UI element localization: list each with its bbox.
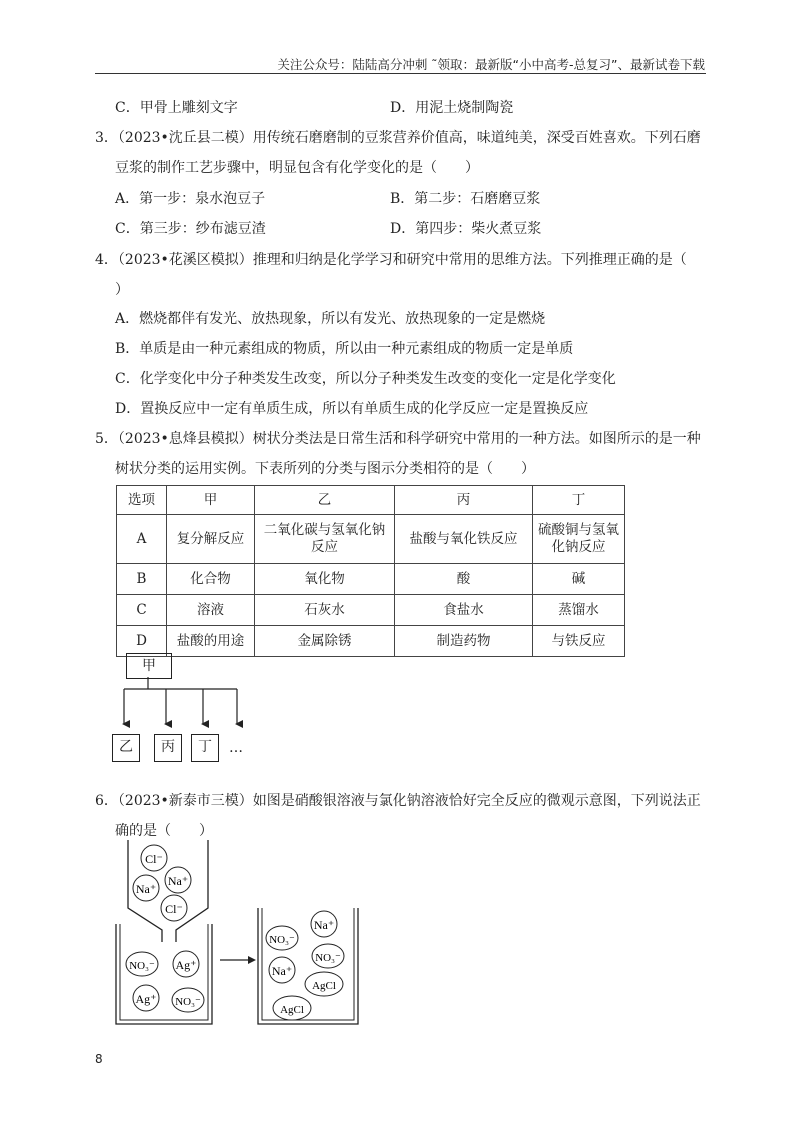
q3-stem-line2: 豆浆的制作工艺步骤中，明显包含有化学变化的是（ ） <box>115 160 479 176</box>
table-cell: 氧化物 <box>255 564 395 595</box>
ion-label: Na⁺ <box>271 964 293 978</box>
table-cell: 盐酸与氧化铁反应 <box>395 515 533 564</box>
table-cell: B <box>117 564 167 595</box>
ion-circle <box>273 996 311 1020</box>
tree-connectors <box>110 676 260 732</box>
q3-option-b: B．第二步：石磨磨豆浆 <box>390 191 541 207</box>
tree-child-box: 丁 <box>191 734 219 762</box>
ion-label: Cl⁻ <box>165 902 183 916</box>
reaction-diagram <box>110 838 370 1030</box>
page-number: 8 <box>95 1052 103 1066</box>
table-header-row <box>117 486 625 515</box>
ion-label: Cl⁻ <box>145 852 163 866</box>
ion-label: NO₃⁻ <box>129 960 155 972</box>
ion-label: AgCl <box>312 980 336 992</box>
table-cell: 蒸馏水 <box>533 595 625 626</box>
table-cell: 与铁反应 <box>533 626 625 657</box>
table-cell: 化合物 <box>167 564 255 595</box>
ion-circle <box>141 845 167 871</box>
table-cell: 石灰水 <box>255 595 395 626</box>
ion-label: Na⁺ <box>313 918 335 932</box>
q5-stem-line2: 树状分类的运用实例。下表所列的分类与图示分类相符的是（ ） <box>115 461 535 477</box>
ion-label: Na⁺ <box>135 882 157 896</box>
tree-child-box: 乙 <box>112 734 140 762</box>
q4-option-b: B．单质是由一种元素组成的物质，所以由一种元素组成的物质一定是单质 <box>115 341 574 357</box>
table-cell: 金属除锈 <box>255 626 395 657</box>
ion-circle <box>311 911 337 937</box>
table-header-cell: 丙 <box>395 486 533 515</box>
table-cell: 溶液 <box>167 595 255 626</box>
table-cell: C <box>117 595 167 626</box>
q6-stem-line2: 确的是（ ） <box>115 823 213 839</box>
table-cell: 二氧化碳与氢氧化钠反应 <box>255 515 395 564</box>
q4-option-d: D．置换反应中一定有单质生成，所以有单质生成的化学反应一定是置换反应 <box>115 401 589 417</box>
ion-label: Ag⁺ <box>175 958 197 972</box>
table-cell: 盐酸的用途 <box>167 626 255 657</box>
table-cell: 复分解反应 <box>167 515 255 564</box>
tree-root-box: 甲 <box>126 653 172 679</box>
q4-option-c: C．化学变化中分子种类发生改变，所以分子种类发生改变的变化一定是化学变化 <box>115 371 616 387</box>
page-header: 关注公众号：陆陆高分冲刺 ˜领取：最新版“小中高考-总复习”、最新试卷下载 <box>277 57 705 72</box>
table-row <box>117 595 625 626</box>
ion-label: AgCl <box>280 1004 304 1016</box>
tree-child-box: 丙 <box>154 734 182 762</box>
table-row <box>117 515 625 564</box>
header-divider <box>95 73 706 74</box>
q2-option-c: C．甲骨上雕刻文字 <box>115 100 238 116</box>
ion-circle <box>133 875 159 901</box>
q4-stem-line1: 4．（2023•花溪区模拟）推理和归纳是化学学习和研究中常用的思维方法。下列推理正确的是（ <box>95 252 687 268</box>
q6-stem-line1: 6．（2023•新泰市三模）如图是硝酸银溶液与氯化钠溶液恰好完全反应的微观示意图，下列说法正 <box>95 793 701 809</box>
ion-label: NO₃⁻ <box>315 952 341 964</box>
ion-circle <box>173 951 199 977</box>
q2-option-d: D．用泥土烧制陶瓷 <box>390 100 514 116</box>
ion-label: NO₃⁻ <box>175 996 201 1008</box>
table-cell: 酸 <box>395 564 533 595</box>
table-cell: 碱 <box>533 564 625 595</box>
table-cell: A <box>117 515 167 564</box>
ion-circle <box>172 988 204 1012</box>
table-row <box>117 626 625 657</box>
q4-option-a: A．燃烧都伴有发光、放热现象，所以有发光、放热现象的一定是燃烧 <box>115 311 546 327</box>
ion-circle <box>266 926 298 950</box>
table-cell: D <box>117 626 167 657</box>
ion-circle <box>165 867 191 893</box>
ion-circle <box>312 944 344 968</box>
ion-circle <box>133 985 159 1011</box>
ion-circle <box>161 895 187 921</box>
ion-circle <box>269 957 295 983</box>
q5-stem-line1: 5．（2023•息烽县模拟）树状分类法是日常生活和科学研究中常用的一种方法。如图所示的是一种 <box>95 431 701 447</box>
table-cell: 食盐水 <box>395 595 533 626</box>
table-cell: 制造药物 <box>395 626 533 657</box>
q3-option-d: D．第四步：柴火煮豆浆 <box>390 221 542 237</box>
ion-circle <box>305 972 343 996</box>
q3-option-c: C．第三步：纱布滤豆渣 <box>115 221 266 237</box>
ion-label: Ag⁺ <box>135 992 157 1006</box>
q3-option-a: A．第一步：泉水泡豆子 <box>115 191 266 207</box>
ion-circle <box>126 952 158 976</box>
q5-options-table <box>116 485 625 657</box>
ion-label: Na⁺ <box>167 874 189 888</box>
table-header-cell: 选项 <box>117 486 167 515</box>
table-header-cell: 甲 <box>167 486 255 515</box>
q3-stem-line1: 3．（2023•沈丘县二模）用传统石磨磨制的豆浆营养价值高，味道纯美，深受百姓喜欢。下列石磨 <box>95 130 701 146</box>
table-header-cell: 丁 <box>533 486 625 515</box>
ion-label: NO₃⁻ <box>269 934 295 946</box>
tree-more: … <box>229 740 243 756</box>
table-header-cell: 乙 <box>255 486 395 515</box>
table-row <box>117 564 625 595</box>
table-cell: 硫酸铜与氢氧化钠反应 <box>533 515 625 564</box>
q4-stem-line2: ） <box>115 282 129 298</box>
